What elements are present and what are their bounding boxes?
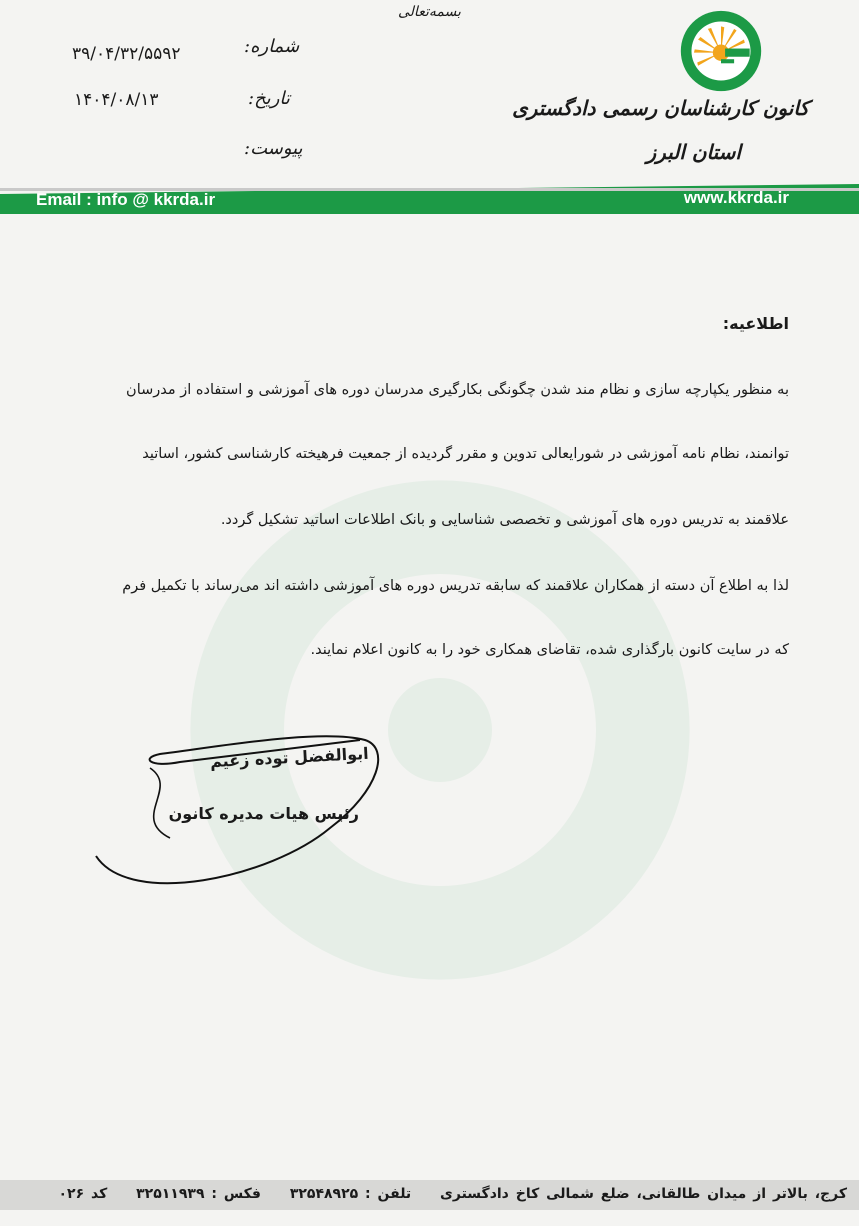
signer-title: رئیس هیات مدیره کانون — [168, 804, 359, 823]
number-label: شماره: — [244, 36, 300, 57]
organization-logo — [680, 10, 762, 92]
signer-name: ابوالفضل توده زعیم — [209, 743, 370, 772]
email-address: Email : info @ kkrda.ir — [36, 190, 216, 209]
website-address: www.kkrda.ir — [683, 188, 789, 207]
footer-phone: تلفن : ۳۲۵۴۸۹۲۵ — [289, 1186, 412, 1202]
notice-title: اطلاعیه: — [722, 314, 789, 333]
number-value: ۳۹/۰۴/۳۲/۵۵۹۲ — [72, 44, 181, 64]
attachment-label: پیوست: — [244, 138, 303, 159]
footer-fax: فکس : ۳۲۵۱۱۹۳۹ — [136, 1186, 261, 1202]
notice-line-2: توانمند، نظام نامه آموزشی در شورایعالی تدوین و مقرر گردیده از جمعیت فرهیخته کارشناسی کشور، اساتید — [142, 446, 789, 462]
notice-line-1: به منظور یکپارچه سازی و نظام مند شدن چگونگی بکارگیری مدرسان دوره های آموزشی و استفاده از مدرسان — [126, 382, 789, 398]
notice-line-3: علاقمند به تدریس دوره های آموزشی و تخصصی شناسایی و بانک اطلاعات اساتید تشکیل گردد. — [220, 512, 789, 528]
footer-code: کد ۰۲۶ — [58, 1186, 108, 1202]
basmala: بسمه‌تعالی — [398, 4, 461, 20]
footer-contact — [59, 1186, 848, 1202]
notice-line-5: که در سایت کانون بارگذاری شده، تقاضای همکاری خود را به کانون اعلام نمایند. — [310, 642, 789, 658]
date-label: تاریخ: — [248, 88, 290, 109]
footer-address: کرج، بالاتر از میدان طالقانی، ضلع شمالی کاخ دادگستری — [440, 1186, 847, 1202]
organization-name: کانون کارشناسان رسمی دادگستری — [512, 96, 809, 120]
province-name: استان البرز — [646, 140, 741, 164]
date-value: ۱۴۰۴/۰۸/۱۳ — [74, 90, 159, 110]
notice-line-4: لذا به اطلاع آن دسته از همکاران علاقمند که سابقه تدریس دوره های آموزشی داشته اند می‌رساند با تکمیل فرم — [122, 578, 789, 594]
